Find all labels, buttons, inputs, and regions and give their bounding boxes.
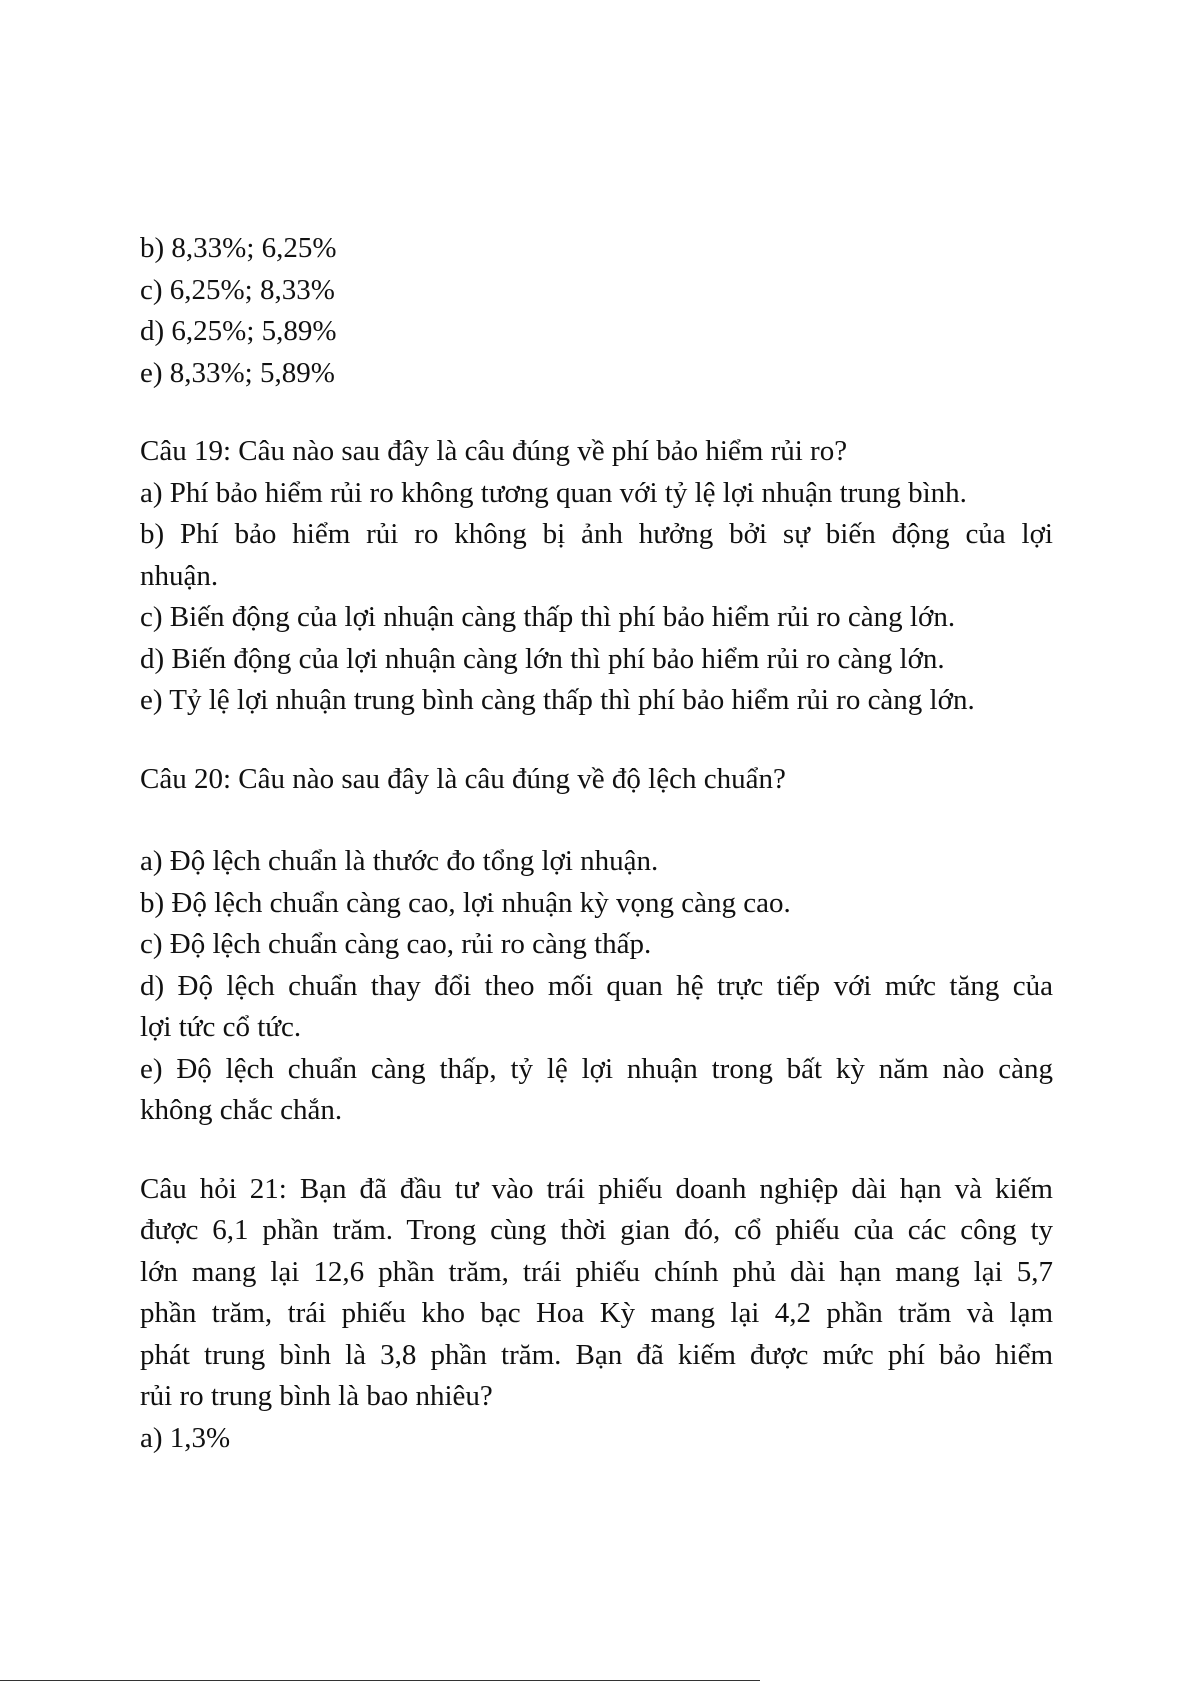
q18-options — [140, 228, 1053, 394]
q21-option-a: a) 1,3% — [140, 1421, 231, 1454]
q21-question-line: Câu hỏi 21: Bạn đã đầu tư vào trái phiếu doanh nghiệp dài hạn và kiếm — [140, 1172, 1053, 1205]
q20-option-d-line2: lợi tức cổ tức. — [140, 1011, 302, 1043]
q18-option-c: c) 6,25%; 8,33% — [140, 273, 335, 306]
q21-block — [140, 1169, 1053, 1460]
q19-option-a: a) Phí bảo hiểm rủi ro không tương quan với tỷ lệ lợi nhuận trung bình. — [140, 476, 967, 509]
q19-option-b-line2: nhuận. — [140, 559, 219, 592]
q20-option-e-line2: không chắc chắn. — [140, 1094, 343, 1126]
q19-option-c: c) Biến động của lợi nhuận càng thấp thì phí bảo hiểm rủi ro càng lớn. — [140, 601, 956, 633]
q21-question-line: được 6,1 phần trăm. Trong cùng thời gian đó, cổ phiếu của các công ty — [140, 1214, 1053, 1246]
q20-option-e-line1: e) Độ lệch chuẩn càng thấp, tỷ lệ lợi nhuận trong bất kỳ năm nào càng — [140, 1052, 1053, 1085]
q19-block — [140, 431, 1053, 722]
q21-question-last-line: rủi ro trung bình là bao nhiêu? — [140, 1380, 493, 1412]
q19-option-e: e) Tỷ lệ lợi nhuận trung bình càng thấp thì phí bảo hiểm rủi ro càng lớn. — [140, 684, 975, 716]
q19-option-b-line1: b) Phí bảo hiểm rủi ro không bị ảnh hưởng bởi sự biến động của lợi — [140, 518, 1053, 550]
q18-option-b: b) 8,33%; 6,25% — [140, 232, 337, 264]
q20-option-a: a) Độ lệch chuẩn là thước đo tổng lợi nhuận. — [140, 845, 659, 877]
q21-question-line: phát trung bình là 3,8 phần trăm. Bạn đã kiếm được mức phí bảo hiểm — [140, 1338, 1053, 1371]
spacer — [140, 1132, 1053, 1169]
q20-question: Câu 20: Câu nào sau đây là câu đúng về độ lệch chuẩn? — [140, 762, 786, 795]
q20-block — [140, 759, 1053, 1132]
spacer — [140, 800, 1053, 841]
q20-option-b: b) Độ lệch chuẩn càng cao, lợi nhuận kỳ vọng càng cao. — [140, 886, 791, 919]
page-bottom-divider — [0, 1680, 760, 1681]
spacer — [140, 722, 1053, 759]
q21-question-line: phần trăm, trái phiếu kho bạc Hoa Kỳ mang lại 4,2 phần trăm và lạm — [140, 1297, 1053, 1329]
spacer — [140, 394, 1053, 431]
q21-question-line: lớn mang lại 12,6 phần trăm, trái phiếu chính phủ dài hạn mang lại 5,7 — [140, 1255, 1053, 1288]
q18-option-d: d) 6,25%; 5,89% — [140, 315, 337, 347]
q20-option-c: c) Độ lệch chuẩn càng cao, rủi ro càng thấp. — [140, 928, 652, 960]
q18-option-e: e) 8,33%; 5,89% — [140, 356, 335, 389]
document-page — [140, 228, 1053, 1459]
q20-option-d-line1: d) Độ lệch chuẩn thay đổi theo mối quan hệ trực tiếp với mức tăng của — [140, 969, 1053, 1002]
q19-option-d: d) Biến động của lợi nhuận càng lớn thì phí bảo hiểm rủi ro càng lớn. — [140, 642, 945, 675]
q19-question: Câu 19: Câu nào sau đây là câu đúng về phí bảo hiểm rủi ro? — [140, 435, 848, 467]
